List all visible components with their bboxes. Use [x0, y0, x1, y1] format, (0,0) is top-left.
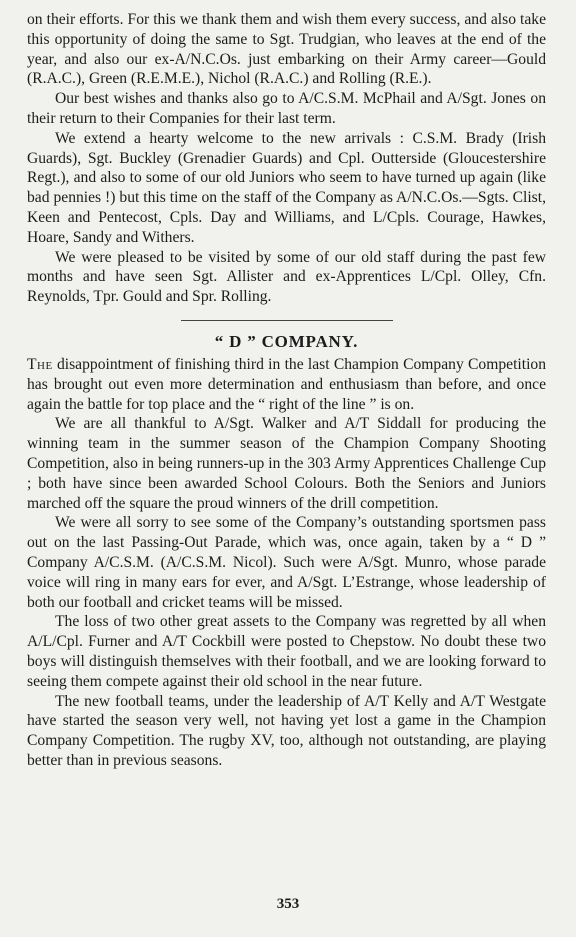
paragraph-passing-out: We were all sorry to see some of the Company’s outstanding sportsmen pass out on the last Passing-Out Parade, which was, once again, taken by a “ D ” Company A/C.S.M. (A/C.S.M. Nicol). Such were A/Sgt. Munro, whose parade voice will ring in many ears for ever, and A/Sgt. L’Estrange, whose leadership of both our football and cricket teams will be missed.: [27, 514, 546, 611]
paragraph-welcome-arrivals: We extend a hearty welcome to the new arrivals : C.S.M. Brady (Irish Guards), Sgt. Buckley (Grenadier Guards) and Cpl. Outterside (Gloucestershire Regt.), and also to some of our old Juniors who seem to have turned up again (like bad pennies !) but this time on the staff of the Company as A/N.C.Os.—Sgts. Clist, Keen and Pentecost, Cpls. Day and Williams, and L/Cpls. Courage, Hawkes, Hoare, Sandy and Withers.: [27, 129, 546, 246]
paragraph-football-teams: The new football teams, under the leadership of A/T Kelly and A/T Westgate have started the season very well, not having yet lost a game in the Champion Company Competition. The rugby XV, too, although not outstanding, are playing better than in previous seasons.: [27, 692, 546, 769]
paragraph-best-wishes: Our best wishes and thanks also go to A/C.S.M. McPhail and A/Sgt. Jones on their return to their Companies for their last term.: [27, 90, 546, 127]
section-divider: [181, 320, 393, 321]
paragraph-continued-efforts: on their efforts. For this we thank them and wish them every success, and also take this opportunity of doing the same to Sgt. Trudgian, who leaves at the end of the year, and also our ex-A/N.C.Os. just embarking on their Army career—Gould (R.A.C.), Green (R.E.M.E.), Nichol (R.A.C.) and Rolling (R.E.).: [27, 11, 546, 88]
paragraph-shooting-team: We are all thankful to A/Sgt. Walker and A/T Siddall for producing the winning team in the summer season of the Champion Company Shooting Competition, also in being runners-up in the 303 Army Apprentices Challenge Cup ; both have since been awarded School Colours. Both the Seniors and Juniors marched off the square the proud winners of the drill competition.: [27, 415, 546, 512]
paragraph-champion-competition: [27, 355, 546, 414]
section-heading: “ D ” COMPANY.: [214, 331, 359, 351]
lead-word: The: [27, 355, 53, 373]
paragraph-old-staff-visit: We were pleased to be visited by some of our old staff during the past few months and have seen Sgt. Allister and ex-Apprentices L/Cpl. Olley, Cfn. Reynolds, Tpr. Gould and Spr. Rolling.: [27, 248, 546, 306]
paragraph-champion-competition-text: disappointment of finishing third in the last Champion Company Competition has brought out even more determination and enthusiasm than before, and once again the battle for top place and the “ right of the line ” is on.: [27, 355, 546, 413]
text-column: [27, 10, 546, 771]
page-number: 353: [276, 896, 300, 912]
paragraph-chepstow-posting: The loss of two other great assets to the Company was regretted by all when A/L/Cpl. Furner and A/T Cockbill were posted to Chepstow. No doubt these two boys will distinguish themselves with their football, and we are looking forward to seeing them compete against their old school in the near future.: [27, 613, 546, 690]
